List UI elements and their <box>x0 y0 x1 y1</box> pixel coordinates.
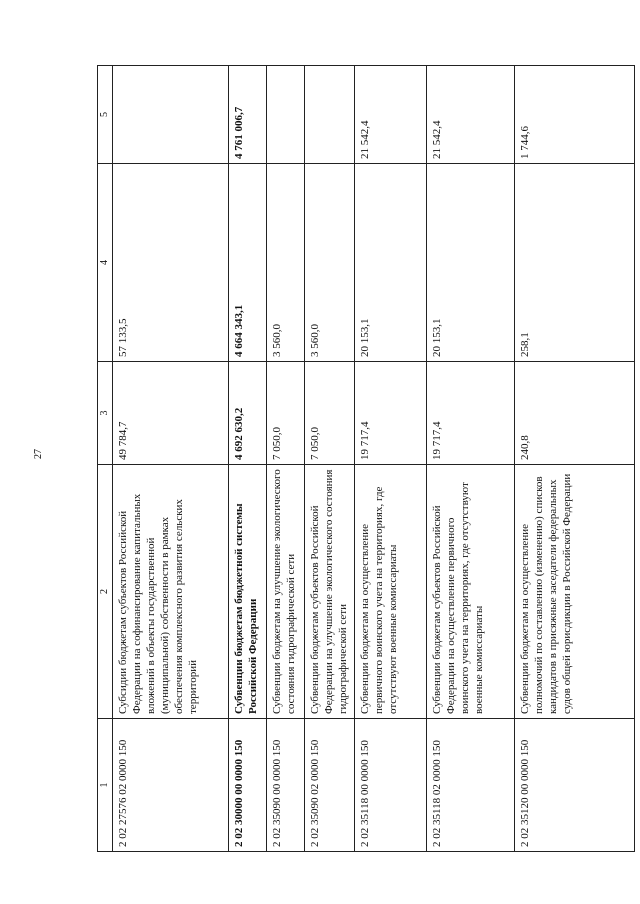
amount-col3-cell: 240,8 <box>515 362 635 465</box>
table-row <box>267 66 305 852</box>
amount-col4-cell: 3 560,0 <box>305 164 355 362</box>
amount-col5-cell <box>267 66 305 164</box>
amount-col3-cell: 7 050,0 <box>267 362 305 465</box>
amount-col5-cell: 21 542,4 <box>355 66 427 164</box>
amount-col3-cell: 4 692 630,2 <box>229 362 267 465</box>
amount-col5-cell <box>113 66 229 164</box>
amount-col5-cell: 1 744,6 <box>515 66 635 164</box>
amount-col4-cell: 3 560,0 <box>267 164 305 362</box>
amount-col5-cell <box>305 66 355 164</box>
table-row <box>427 66 515 852</box>
budget-code-cell: 2 02 35090 02 0000 150 <box>305 719 355 852</box>
amount-col3-cell: 19 717,4 <box>355 362 427 465</box>
header-col-1: 1 <box>98 719 113 852</box>
header-col-5: 5 <box>98 66 113 164</box>
budget-code-cell: 2 02 35120 00 0000 150 <box>515 719 635 852</box>
revenue-table <box>97 65 635 852</box>
amount-col5-cell: 21 542,4 <box>427 66 515 164</box>
amount-col3-cell: 7 050,0 <box>305 362 355 465</box>
page-number: 27 <box>33 449 44 459</box>
amount-col4-cell: 57 133,5 <box>113 164 229 362</box>
budget-code-cell: 2 02 27576 02 0000 150 <box>113 719 229 852</box>
table-row <box>113 66 229 852</box>
amount-col4-cell: 20 153,1 <box>355 164 427 362</box>
budget-code-cell: 2 02 35090 00 0000 150 <box>267 719 305 852</box>
table-row <box>355 66 427 852</box>
amount-col4-cell: 258,1 <box>515 164 635 362</box>
table-row <box>515 66 635 852</box>
revenue-name-cell: Субвенции бюджетам субъектов Российской Федерации на осуществление первичного воинского учета на территориях, где отсутствуют военные комиссариаты <box>427 465 515 719</box>
revenue-name-cell: Субвенции бюджетам на осуществление полномочий по составлению (изменению) списков кандидатов в присяжные заседатели федеральных судов общей юрисдикции в Российской Федерации <box>515 465 635 719</box>
amount-col4-cell: 4 664 343,1 <box>229 164 267 362</box>
revenue-name-cell: Субвенции бюджетам на осуществление первичного воинского учета на территориях, где отсутствуют военные комиссариаты <box>355 465 427 719</box>
amount-col3-cell: 49 784,7 <box>113 362 229 465</box>
revenue-name-cell: Субвенции бюджетам бюджетной системы Российской Федерации <box>229 465 267 719</box>
amount-col3-cell: 19 717,4 <box>427 362 515 465</box>
budget-code-cell: 2 02 30000 00 0000 150 <box>229 719 267 852</box>
header-col-4: 4 <box>98 164 113 362</box>
table-header-row <box>98 66 113 852</box>
amount-col4-cell: 20 153,1 <box>427 164 515 362</box>
table-row <box>305 66 355 852</box>
rotated-page-content <box>97 66 624 852</box>
budget-code-cell: 2 02 35118 02 0000 150 <box>427 719 515 852</box>
header-col-3: 3 <box>98 362 113 465</box>
amount-col5-cell: 4 761 006,7 <box>229 66 267 164</box>
budget-code-cell: 2 02 35118 00 0000 150 <box>355 719 427 852</box>
revenue-name-cell: Субвенции бюджетам субъектов Российской Федерации на улучшение экологического состояния гидрографической сети <box>305 465 355 719</box>
header-col-2: 2 <box>98 465 113 719</box>
revenue-name-cell: Субсидии бюджетам субъектов Российской Федерации на софинансирование капитальных вложений в объекты государственной (муниципальной) собственности в рамках обеспечения комплексного развития сельских территорий <box>113 465 229 719</box>
revenue-name-cell: Субвенции бюджетам на улучшение экологического состояния гидрографической сети <box>267 465 305 719</box>
table-row <box>229 66 267 852</box>
